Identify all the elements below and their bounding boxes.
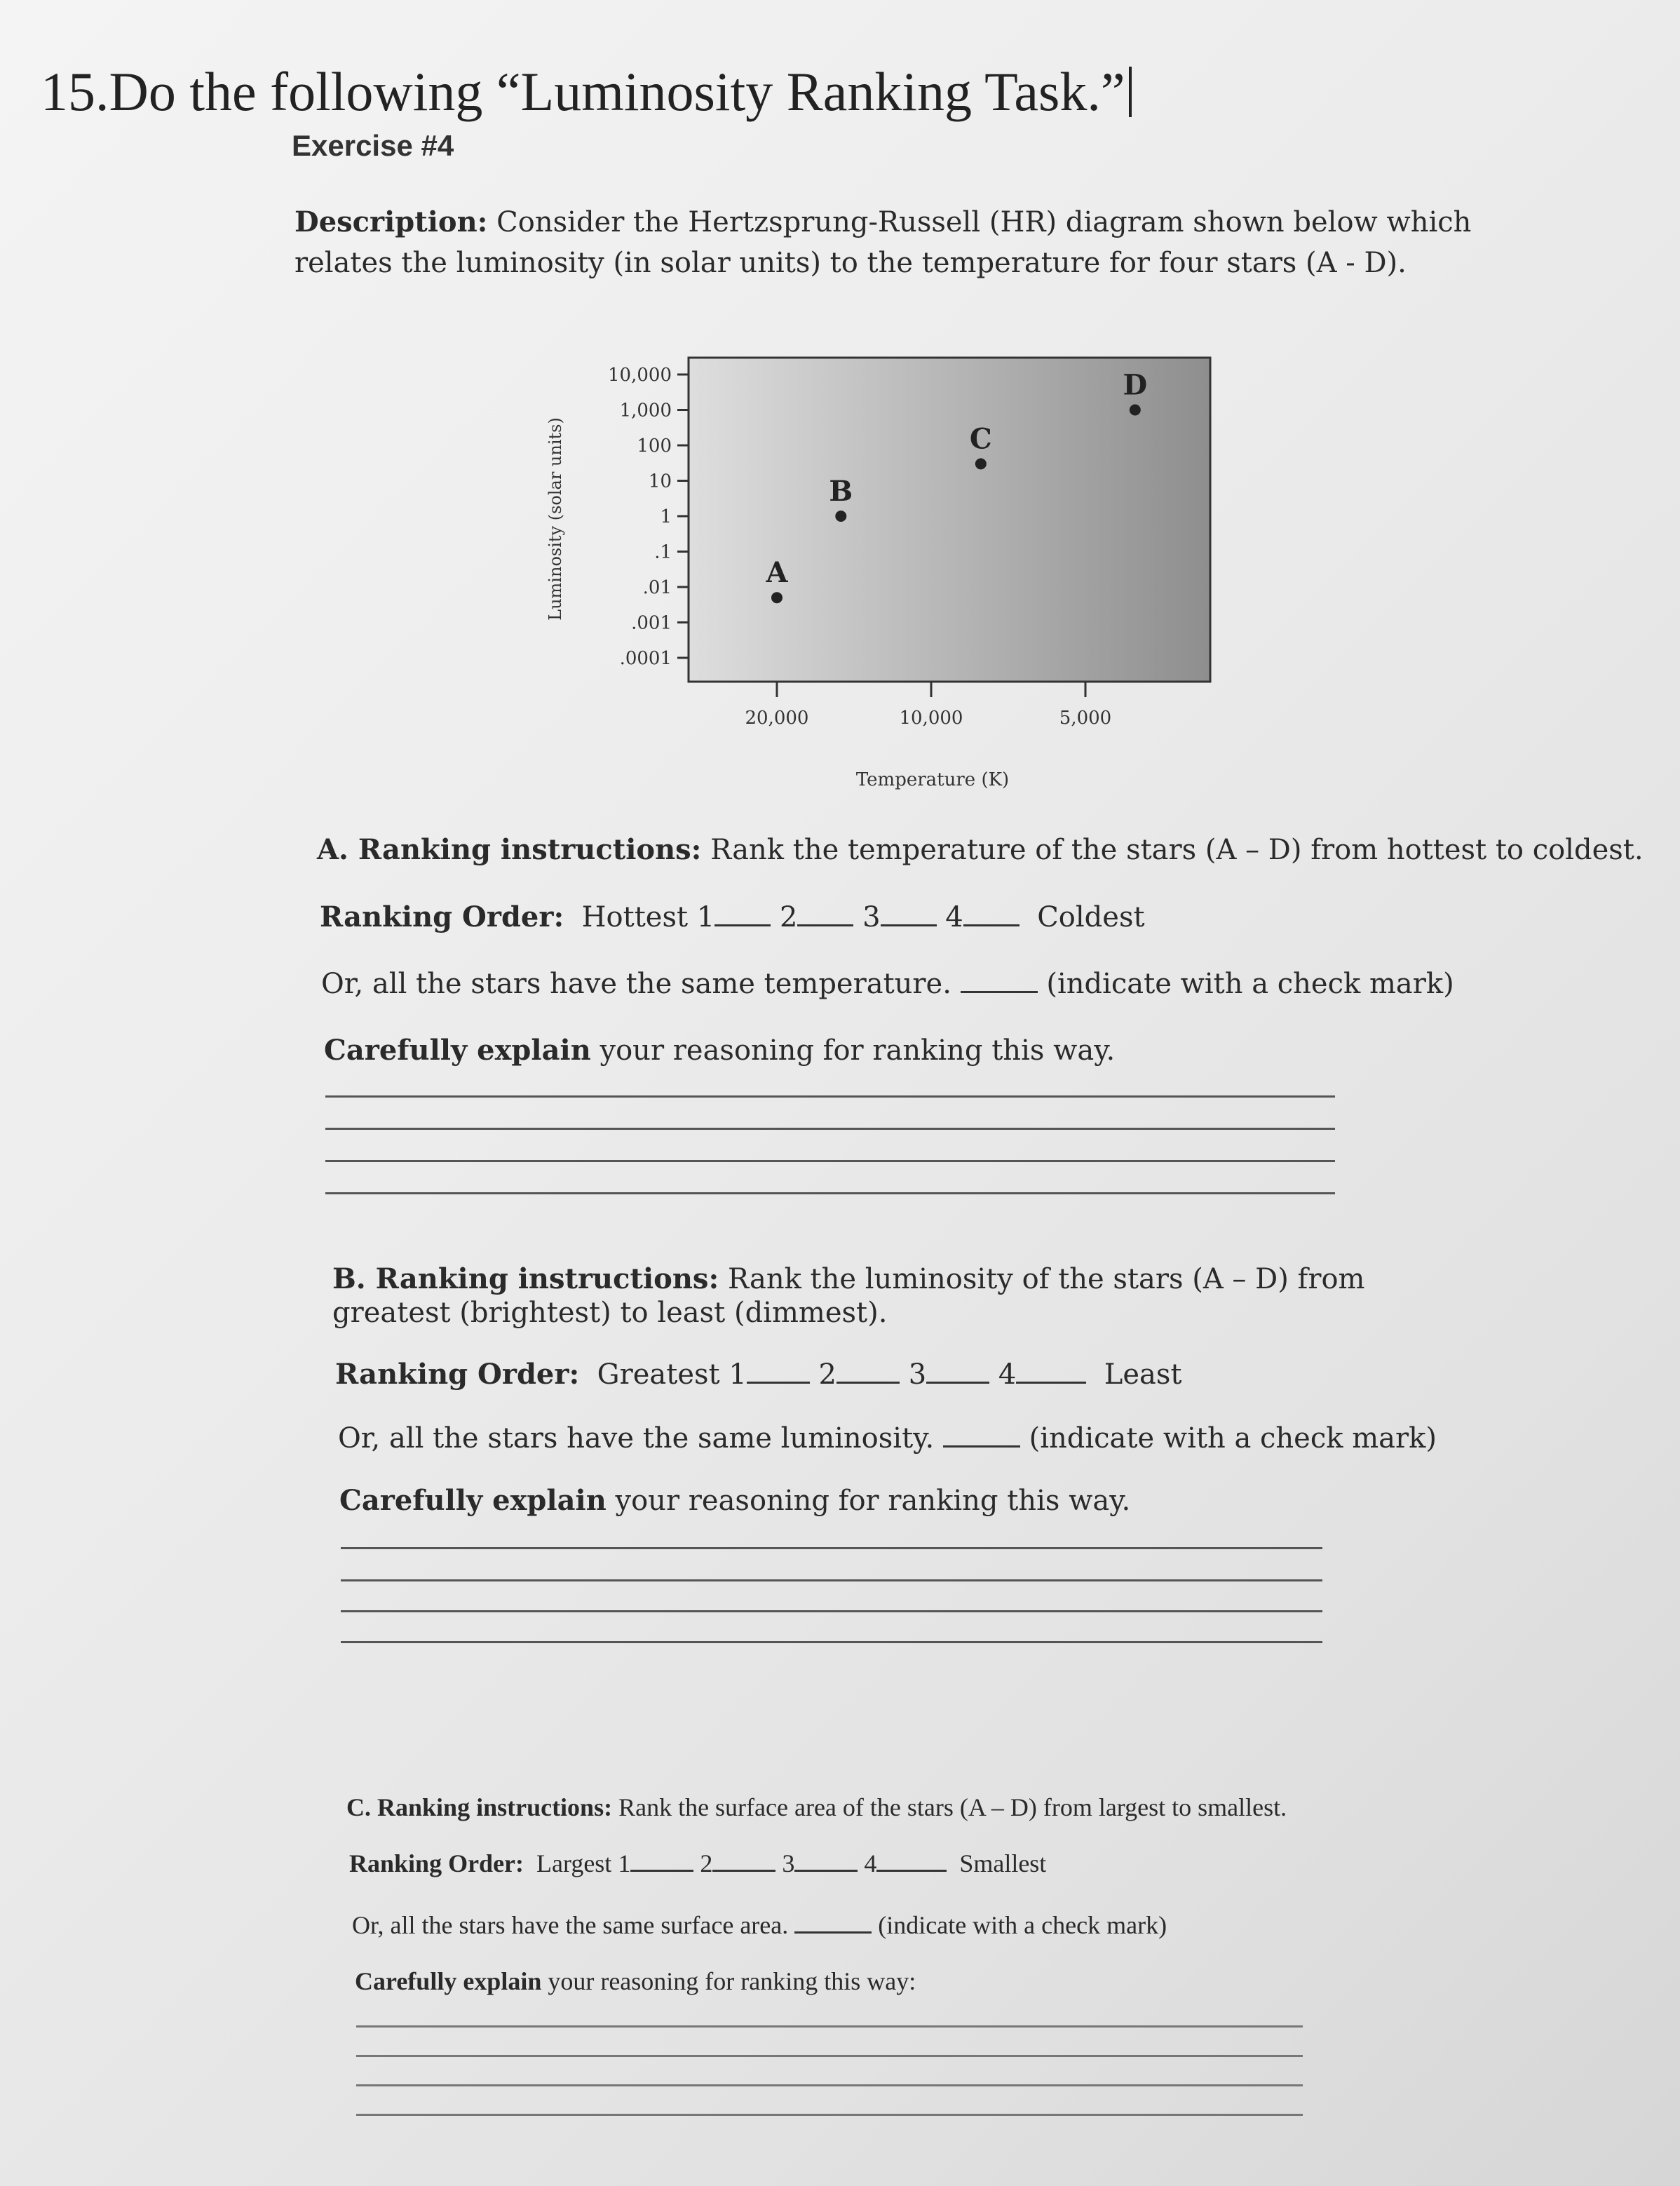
rank-2-blank[interactable]: [712, 1870, 775, 1872]
star-a-label: A: [766, 556, 788, 590]
section-c-label: C. Ranking instructions:: [346, 1793, 613, 1821]
text-cursor: [1129, 67, 1132, 117]
star-c-point: [975, 458, 987, 469]
section-c-start: Largest: [536, 1849, 612, 1877]
description-text: Consider the Hertzsprung-Russell (HR) diagram shown below which relates the luminosity (in solar units) to the temperature for four stars (A - D).: [294, 206, 1472, 279]
y-tick-label: 1: [660, 506, 672, 527]
y-tick-label: .01: [642, 577, 672, 598]
section-a-start: Hottest: [581, 901, 689, 933]
rank-4-blank[interactable]: [876, 1870, 947, 1872]
description-label: Description:: [294, 205, 488, 238]
rank-3-blank[interactable]: [794, 1870, 858, 1872]
rank-number: 2: [818, 1358, 836, 1391]
hr-diagram: [491, 344, 1234, 807]
section-b-start: Greatest: [597, 1358, 720, 1391]
section-b-check-blank[interactable]: [943, 1445, 1020, 1448]
section-b-order-label: Ranking Order:: [335, 1358, 580, 1391]
section-c-answer-line-1[interactable]: [356, 2025, 1303, 2028]
description: [294, 202, 1486, 283]
section-a-explain-prompt: [324, 1034, 1115, 1067]
y-tick-label: .0001: [619, 648, 672, 669]
section-b-instructions: [332, 1262, 1468, 1330]
section-c-instructions: [346, 1793, 1287, 1822]
section-a-answer-line-4[interactable]: [325, 1192, 1335, 1194]
section-a-instructions: [317, 833, 1644, 866]
rank-1-blank[interactable]: [747, 1382, 810, 1384]
explain-bold: Carefully explain: [339, 1484, 607, 1517]
rank-4-blank[interactable]: [1016, 1382, 1086, 1384]
star-d-point: [1130, 405, 1141, 416]
star-a-point: [771, 592, 783, 603]
section-c-same-text: Or, all the stars have the same surface area.: [352, 1911, 789, 1939]
star-b-label: B: [829, 475, 853, 508]
y-tick-label: 1,000: [619, 400, 672, 421]
section-b-answer-line-3[interactable]: [341, 1610, 1322, 1612]
section-a-check-blank[interactable]: [961, 991, 1038, 993]
y-tick-label: 10: [648, 471, 672, 492]
rank-3-blank[interactable]: [881, 924, 937, 926]
rank-number: 4: [945, 901, 963, 933]
rank-number: 4: [864, 1849, 877, 1877]
section-c-order-label: Ranking Order:: [349, 1849, 524, 1877]
question-title: [41, 60, 1132, 123]
section-b-ranking-order: [335, 1358, 1181, 1391]
question-title-text: 15.Do the following “Luminosity Ranking Task.”: [41, 61, 1125, 122]
rank-number: 1: [729, 1358, 747, 1391]
section-a-same-text: Or, all the stars have the same temperature.: [321, 968, 951, 1000]
exercise-heading: Exercise #4: [292, 129, 454, 162]
section-b-text: Rank the luminosity of the stars (A – D) from greatest (brightest) to least (dimmest).: [332, 1263, 1365, 1329]
rank-number: 1: [696, 901, 715, 933]
section-b-answer-line-1[interactable]: [341, 1547, 1322, 1549]
rank-4-blank[interactable]: [963, 924, 1019, 926]
explain-bold: Carefully explain: [324, 1034, 591, 1067]
explain-text: your reasoning for ranking this way:: [548, 1967, 916, 1995]
star-d-label: D: [1123, 368, 1148, 402]
section-b-same-text: Or, all the stars have the same luminosity.: [338, 1422, 935, 1455]
rank-1-blank[interactable]: [630, 1870, 693, 1872]
explain-bold: Carefully explain: [355, 1967, 542, 1995]
star-c-label: C: [969, 422, 992, 456]
rank-number: 2: [779, 901, 798, 933]
section-c-answer-line-3[interactable]: [356, 2084, 1303, 2086]
star-b-point: [835, 511, 846, 522]
section-b-answer-line-4[interactable]: [341, 1641, 1322, 1643]
rank-number: 1: [618, 1849, 631, 1877]
rank-3-blank[interactable]: [926, 1382, 989, 1384]
y-axis-label: Luminosity (solar units): [546, 417, 565, 621]
section-b-end: Least: [1104, 1358, 1182, 1391]
rank-2-blank[interactable]: [836, 1382, 900, 1384]
x-tick-label: 20,000: [745, 708, 809, 729]
rank-number: 2: [700, 1849, 713, 1877]
y-tick-label: 100: [637, 436, 672, 457]
y-tick-label: .1: [654, 541, 672, 563]
section-a-same-option: [321, 968, 1454, 1000]
explain-text: your reasoning for ranking this way.: [599, 1034, 1116, 1067]
section-c-same-option: [352, 1910, 1167, 1940]
rank-number: 3: [908, 1358, 927, 1391]
section-b-answer-line-2[interactable]: [341, 1579, 1322, 1581]
rank-1-blank[interactable]: [714, 924, 771, 926]
section-a-check-text: (indicate with a check mark): [1046, 968, 1454, 1000]
section-c-ranking-order: [349, 1849, 1046, 1878]
section-a-ranking-order: [320, 900, 1145, 933]
section-a-label: A. Ranking instructions:: [317, 833, 702, 866]
section-b-explain-prompt: [339, 1484, 1130, 1517]
section-b-label: B. Ranking instructions:: [332, 1262, 719, 1295]
section-c-text: Rank the surface area of the stars (A – D) from largest to smallest.: [618, 1793, 1287, 1821]
section-c-explain-prompt: [355, 1966, 916, 1996]
section-c-answer-line-2[interactable]: [356, 2055, 1303, 2057]
x-tick-label: 5,000: [1059, 708, 1112, 729]
rank-number: 3: [782, 1849, 795, 1877]
x-axis-label: Temperature (K): [855, 769, 1010, 790]
y-tick-label: .001: [631, 612, 672, 634]
section-c-answer-line-4[interactable]: [356, 2114, 1303, 2116]
x-tick-label: 10,000: [899, 708, 963, 729]
y-tick-label: 10,000: [608, 365, 672, 386]
x-axis: [745, 682, 1112, 729]
section-c-end: Smallest: [959, 1849, 1047, 1877]
y-axis: [608, 365, 689, 669]
rank-number: 3: [862, 901, 881, 933]
section-b-check-text: (indicate with a check mark): [1029, 1422, 1437, 1455]
section-a-answer-line-2[interactable]: [325, 1128, 1335, 1130]
section-a-answer-line-1[interactable]: [325, 1095, 1335, 1098]
rank-2-blank[interactable]: [797, 924, 853, 926]
section-a-text: Rank the temperature of the stars (A – D) from hottest to coldest.: [710, 834, 1644, 866]
section-a-end: Coldest: [1037, 901, 1145, 933]
section-c-check-blank[interactable]: [794, 1931, 872, 1934]
section-a-order-label: Ranking Order:: [320, 900, 564, 933]
explain-text: your reasoning for ranking this way.: [615, 1485, 1131, 1517]
section-a-answer-line-3[interactable]: [325, 1160, 1335, 1162]
rank-number: 4: [998, 1358, 1017, 1391]
section-b-same-option: [338, 1422, 1437, 1455]
section-c-check-text: (indicate with a check mark): [878, 1911, 1167, 1939]
